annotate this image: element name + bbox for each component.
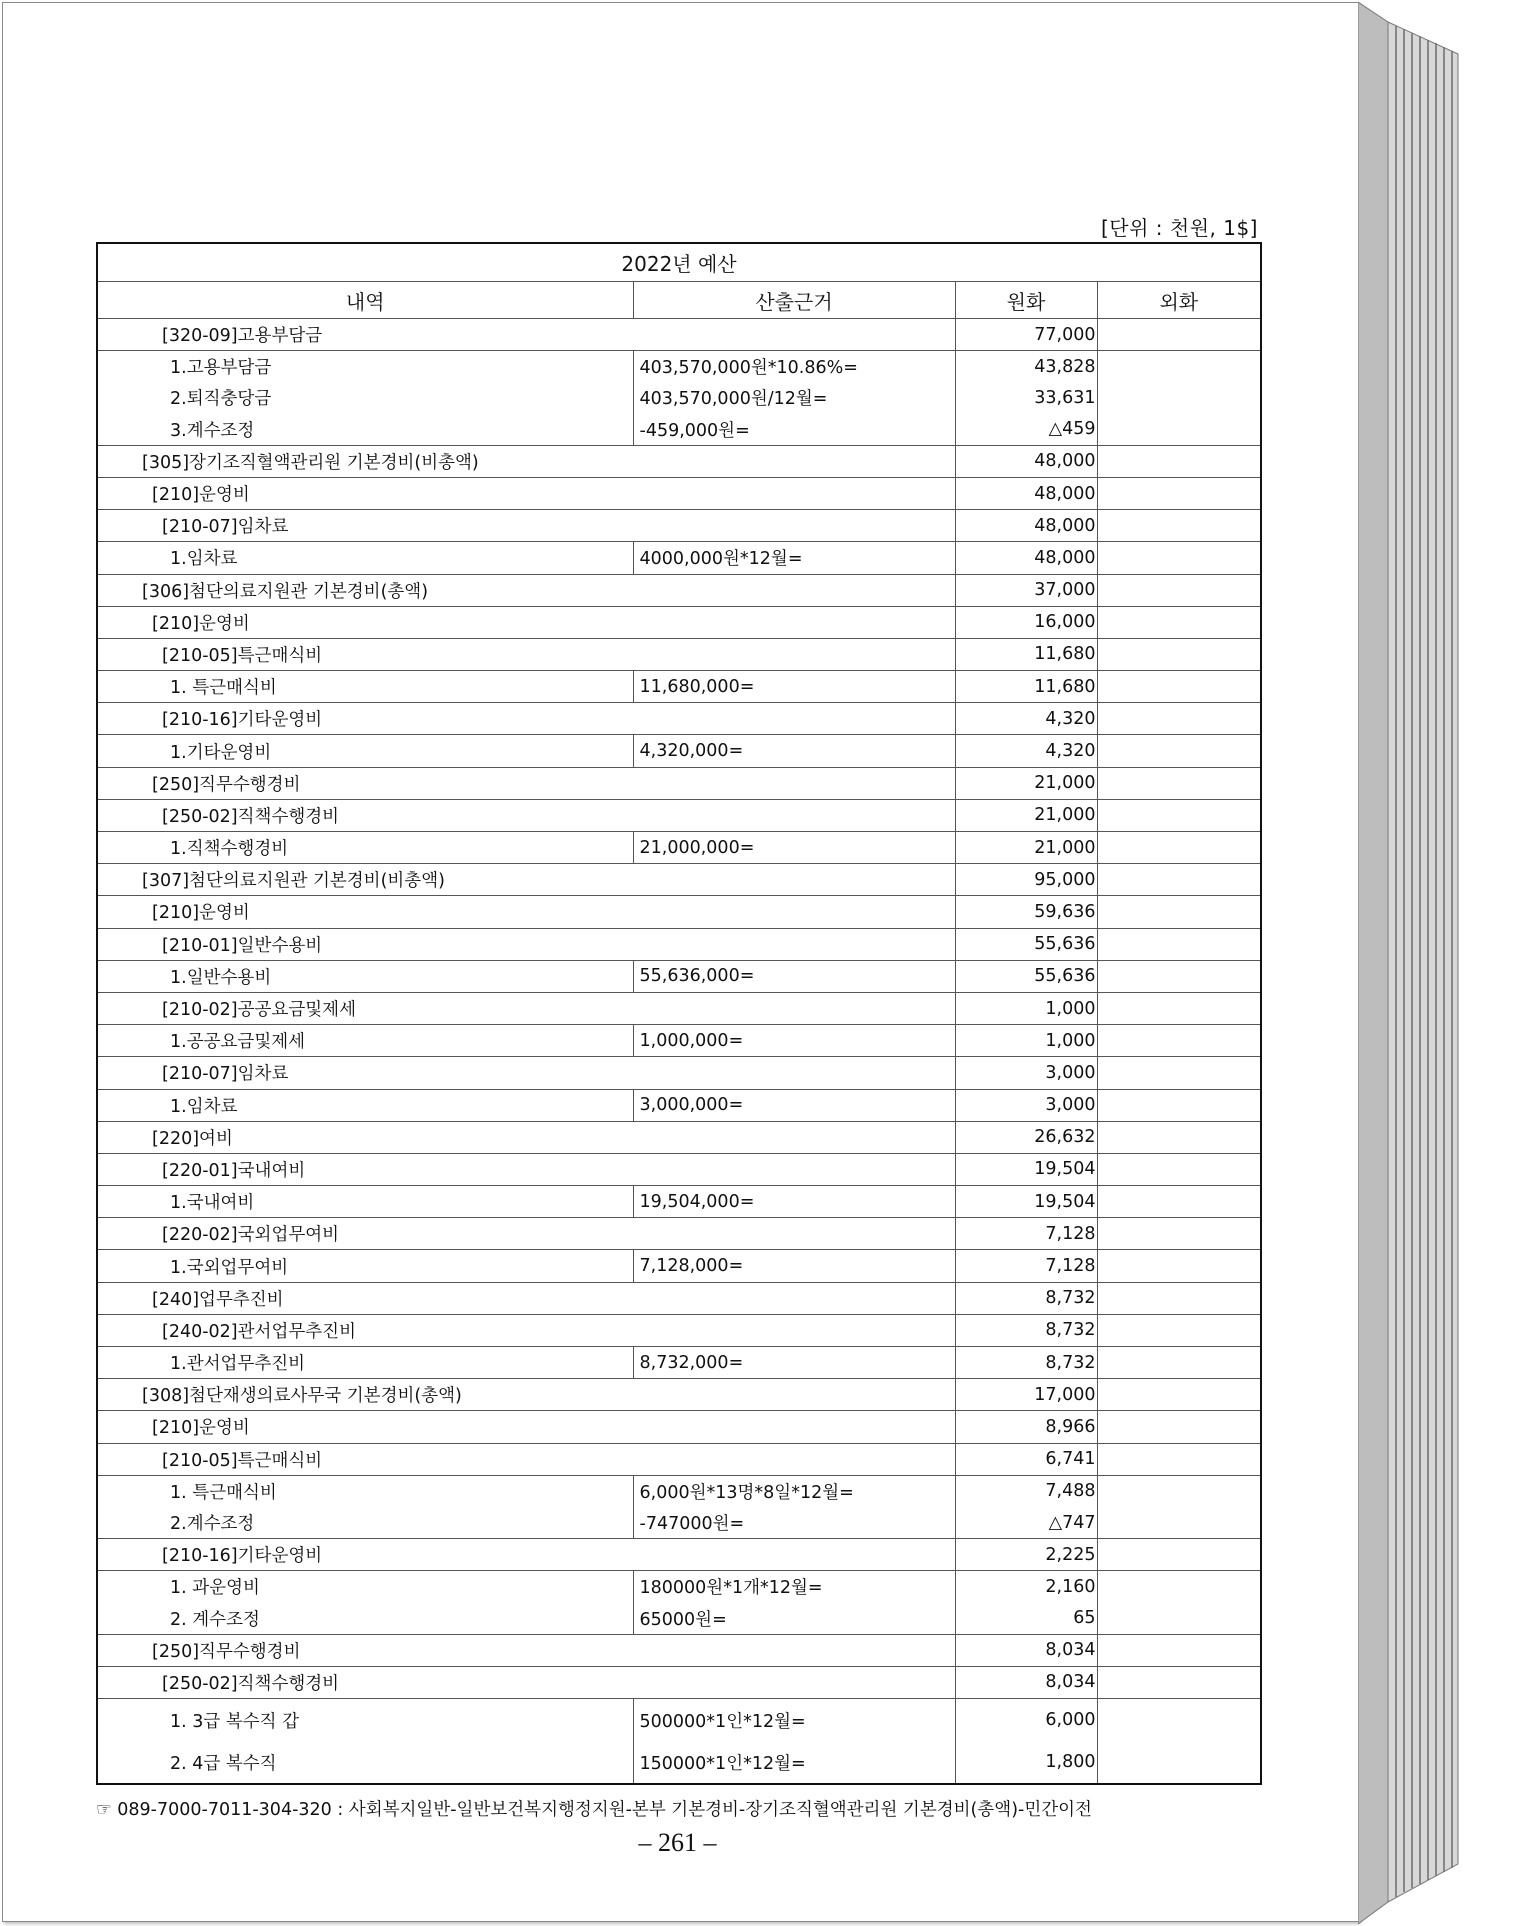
row-foreign	[1097, 1634, 1261, 1666]
row-krw: 4,320	[955, 703, 1097, 735]
row-foreign	[1097, 1507, 1261, 1539]
row-item: 1.국외업무여비	[97, 1250, 633, 1282]
row-basis: -747000원=	[633, 1507, 955, 1539]
row-item: [240-02]관서업무추진비	[97, 1314, 955, 1346]
row-basis: -459,000원=	[633, 414, 955, 446]
table-row	[97, 703, 1261, 735]
row-basis: 500000*1인*12월=	[633, 1699, 955, 1742]
table-row	[97, 1539, 1261, 1571]
row-item: [210-05]특근매식비	[97, 1443, 955, 1475]
row-item: [250]직무수행경비	[97, 767, 955, 799]
table-row	[97, 864, 1261, 896]
row-krw: 1,800	[955, 1741, 1097, 1784]
row-krw: 65	[955, 1603, 1097, 1635]
row-item: [210-07]임차료	[97, 510, 955, 542]
row-krw: 48,000	[955, 510, 1097, 542]
table-row	[97, 896, 1261, 928]
row-foreign	[1097, 1443, 1261, 1475]
table-row	[97, 1025, 1261, 1057]
budget-rows	[97, 319, 1261, 1785]
row-foreign	[1097, 1057, 1261, 1089]
row-foreign	[1097, 1741, 1261, 1784]
table-row	[97, 1666, 1261, 1698]
row-krw: 1,000	[955, 1025, 1097, 1057]
row-foreign	[1097, 1314, 1261, 1346]
table-row	[97, 799, 1261, 831]
table-row	[97, 574, 1261, 606]
table-row	[97, 1121, 1261, 1153]
row-krw: 8,034	[955, 1634, 1097, 1666]
row-foreign	[1097, 1186, 1261, 1218]
row-basis: 8,732,000=	[633, 1347, 955, 1379]
row-foreign	[1097, 703, 1261, 735]
row-basis: 21,000,000=	[633, 832, 955, 864]
row-item: [220-01]국내여비	[97, 1153, 955, 1185]
row-krw: 16,000	[955, 606, 1097, 638]
row-foreign	[1097, 1571, 1261, 1603]
table-row	[97, 832, 1261, 864]
row-krw: 21,000	[955, 799, 1097, 831]
table-row	[97, 1699, 1261, 1742]
row-item: [305]장기조직혈액관리원 기본경비(비총액)	[97, 445, 955, 477]
row-item: [210-16]기타운영비	[97, 703, 955, 735]
row-basis: 4000,000원*12월=	[633, 542, 955, 574]
row-krw: 21,000	[955, 767, 1097, 799]
row-foreign	[1097, 1379, 1261, 1411]
table-row	[97, 445, 1261, 477]
row-foreign	[1097, 574, 1261, 606]
row-item: [250-02]직책수행경비	[97, 1666, 955, 1698]
row-krw: △459	[955, 414, 1097, 446]
table-row	[97, 1603, 1261, 1635]
row-basis: 180000원*1개*12월=	[633, 1571, 955, 1603]
row-krw: 59,636	[955, 896, 1097, 928]
table-row	[97, 382, 1261, 413]
row-basis: 1,000,000=	[633, 1025, 955, 1057]
row-foreign	[1097, 1666, 1261, 1698]
table-row	[97, 510, 1261, 542]
row-foreign	[1097, 1025, 1261, 1057]
row-foreign	[1097, 1218, 1261, 1250]
row-item: 1.관서업무추진비	[97, 1347, 633, 1379]
table-row	[97, 671, 1261, 703]
row-foreign	[1097, 928, 1261, 960]
row-item: [240]업무추진비	[97, 1282, 955, 1314]
row-krw: 26,632	[955, 1121, 1097, 1153]
row-krw: 7,128	[955, 1218, 1097, 1250]
row-foreign	[1097, 1250, 1261, 1282]
row-krw: 4,320	[955, 735, 1097, 767]
row-basis: 7,128,000=	[633, 1250, 955, 1282]
row-foreign	[1097, 832, 1261, 864]
row-krw: 43,828	[955, 351, 1097, 383]
row-basis: 65000원=	[633, 1603, 955, 1635]
header-item: 내역	[97, 282, 633, 319]
row-item: 1. 특근매식비	[97, 671, 633, 703]
row-item: 1. 특근매식비	[97, 1475, 633, 1507]
table-row	[97, 477, 1261, 509]
table-row	[97, 1634, 1261, 1666]
row-krw: 55,636	[955, 928, 1097, 960]
row-item: [307]첨단의료지원관 기본경비(비총액)	[97, 864, 955, 896]
row-foreign	[1097, 735, 1261, 767]
row-krw: 8,966	[955, 1411, 1097, 1443]
row-item: 2.계수조정	[97, 1507, 633, 1539]
row-item: 2. 계수조정	[97, 1603, 633, 1635]
row-krw: 2,225	[955, 1539, 1097, 1571]
row-krw: 19,504	[955, 1186, 1097, 1218]
row-foreign	[1097, 960, 1261, 992]
row-item: 2. 4급 복수직	[97, 1741, 633, 1784]
row-krw: 48,000	[955, 477, 1097, 509]
row-item: [308]첨단재생의료사무국 기본경비(총액)	[97, 1379, 955, 1411]
row-krw: 6,741	[955, 1443, 1097, 1475]
table-row	[97, 1347, 1261, 1379]
row-foreign	[1097, 319, 1261, 351]
row-item: 1. 3급 복수직 갑	[97, 1699, 633, 1742]
row-item: [210]운영비	[97, 1411, 955, 1443]
row-basis: 19,504,000=	[633, 1186, 955, 1218]
row-krw: 3,000	[955, 1089, 1097, 1121]
row-foreign	[1097, 638, 1261, 670]
table-row	[97, 1250, 1261, 1282]
row-item: [210]운영비	[97, 896, 955, 928]
row-item: [210-02]공공요금및제세	[97, 992, 955, 1024]
table-row	[97, 1571, 1261, 1603]
table-row	[97, 928, 1261, 960]
row-krw: 6,000	[955, 1699, 1097, 1742]
table-row	[97, 1057, 1261, 1089]
table-row	[97, 638, 1261, 670]
row-krw: 1,000	[955, 992, 1097, 1024]
row-item: [210]운영비	[97, 606, 955, 638]
table-row	[97, 542, 1261, 574]
row-basis: 3,000,000=	[633, 1089, 955, 1121]
row-basis: 4,320,000=	[633, 735, 955, 767]
row-foreign	[1097, 1539, 1261, 1571]
row-krw: 11,680	[955, 671, 1097, 703]
footer-note: ☞ 089-7000-7011-304-320 : 사회복지일반-일반보건복지행정지원-본부 기본경비-장기조직혈액관리원 기본경비(총액)-민간이전	[96, 1800, 1092, 1820]
table-row	[97, 606, 1261, 638]
row-krw: 48,000	[955, 445, 1097, 477]
row-foreign	[1097, 477, 1261, 509]
row-basis: 150000*1인*12월=	[633, 1741, 955, 1784]
table-row	[97, 1314, 1261, 1346]
row-krw: 8,732	[955, 1314, 1097, 1346]
row-item: [250]직무수행경비	[97, 1634, 955, 1666]
row-foreign	[1097, 1347, 1261, 1379]
table-row	[97, 1507, 1261, 1539]
header-krw: 원화	[955, 282, 1097, 319]
row-item: 1.임차료	[97, 542, 633, 574]
row-krw: 3,000	[955, 1057, 1097, 1089]
row-krw: △747	[955, 1507, 1097, 1539]
row-item: [210-16]기타운영비	[97, 1539, 955, 1571]
row-item: 1. 과운영비	[97, 1571, 633, 1603]
row-basis: 11,680,000=	[633, 671, 955, 703]
row-foreign	[1097, 1121, 1261, 1153]
row-foreign	[1097, 671, 1261, 703]
row-basis: 55,636,000=	[633, 960, 955, 992]
row-item: 1.국내여비	[97, 1186, 633, 1218]
row-foreign	[1097, 1282, 1261, 1314]
row-item: [320-09]고용부담금	[97, 319, 955, 351]
row-item: 1.임차료	[97, 1089, 633, 1121]
row-foreign	[1097, 767, 1261, 799]
row-foreign	[1097, 1411, 1261, 1443]
header-foreign: 외화	[1097, 282, 1261, 319]
row-krw: 33,631	[955, 382, 1097, 413]
table-row	[97, 1379, 1261, 1411]
row-foreign	[1097, 542, 1261, 574]
row-krw: 7,128	[955, 1250, 1097, 1282]
row-item: 1.고용부담금	[97, 351, 633, 383]
row-krw: 8,732	[955, 1347, 1097, 1379]
book-page-edges	[1358, 2, 1468, 1924]
row-basis: 403,570,000원/12월=	[633, 382, 955, 413]
table-row	[97, 1186, 1261, 1218]
row-item: 1.공공요금및제세	[97, 1025, 633, 1057]
row-item: 2.퇴직충당금	[97, 382, 633, 413]
row-foreign	[1097, 799, 1261, 831]
row-item: [220-02]국외업무여비	[97, 1218, 955, 1250]
table-row	[97, 1153, 1261, 1185]
row-item: [250-02]직책수행경비	[97, 799, 955, 831]
row-krw: 48,000	[955, 542, 1097, 574]
row-item: 1.일반수용비	[97, 960, 633, 992]
year-title: 2022년 예산	[97, 243, 1261, 282]
row-foreign	[1097, 896, 1261, 928]
row-krw: 2,160	[955, 1571, 1097, 1603]
row-foreign	[1097, 864, 1261, 896]
table-row	[97, 351, 1261, 383]
row-foreign	[1097, 1699, 1261, 1742]
header-basis: 산출근거	[633, 282, 955, 319]
table-row	[97, 735, 1261, 767]
table-row	[97, 319, 1261, 351]
row-item: [306]첨단의료지원관 기본경비(총액)	[97, 574, 955, 606]
row-item: [210-01]일반수용비	[97, 928, 955, 960]
table-row	[97, 1282, 1261, 1314]
row-item: 3.계수조정	[97, 414, 633, 446]
row-krw: 8,034	[955, 1666, 1097, 1698]
row-item: 1.기타운영비	[97, 735, 633, 767]
row-krw: 21,000	[955, 832, 1097, 864]
row-foreign	[1097, 1603, 1261, 1635]
row-foreign	[1097, 1475, 1261, 1507]
row-foreign	[1097, 445, 1261, 477]
unit-label: [단위 : 천원, 1$]	[1100, 216, 1258, 240]
page-number: – 261 –	[638, 1828, 717, 1857]
row-krw: 55,636	[955, 960, 1097, 992]
row-krw: 95,000	[955, 864, 1097, 896]
table-row	[97, 992, 1261, 1024]
row-basis: 403,570,000원*10.86%=	[633, 351, 955, 383]
table-row	[97, 414, 1261, 446]
row-item: [220]여비	[97, 1121, 955, 1153]
row-item: [210-05]특근매식비	[97, 638, 955, 670]
row-krw: 11,680	[955, 638, 1097, 670]
row-foreign	[1097, 351, 1261, 383]
row-item: [210-07]임차료	[97, 1057, 955, 1089]
row-foreign	[1097, 992, 1261, 1024]
table-row	[97, 1218, 1261, 1250]
budget-table	[96, 242, 1262, 1785]
row-foreign	[1097, 1089, 1261, 1121]
row-krw: 19,504	[955, 1153, 1097, 1185]
row-krw: 77,000	[955, 319, 1097, 351]
row-foreign	[1097, 414, 1261, 446]
row-krw: 7,488	[955, 1475, 1097, 1507]
row-foreign	[1097, 510, 1261, 542]
table-row	[97, 1475, 1261, 1507]
row-basis: 6,000원*13명*8일*12월=	[633, 1475, 955, 1507]
table-row	[97, 960, 1261, 992]
table-row	[97, 1089, 1261, 1121]
table-row	[97, 1443, 1261, 1475]
row-foreign	[1097, 382, 1261, 413]
row-foreign	[1097, 1153, 1261, 1185]
row-item: [210]운영비	[97, 477, 955, 509]
table-row	[97, 767, 1261, 799]
row-foreign	[1097, 606, 1261, 638]
row-krw: 17,000	[955, 1379, 1097, 1411]
table-row	[97, 1741, 1261, 1784]
table-row	[97, 1411, 1261, 1443]
row-krw: 8,732	[955, 1282, 1097, 1314]
row-krw: 37,000	[955, 574, 1097, 606]
row-item: 1.직책수행경비	[97, 832, 633, 864]
